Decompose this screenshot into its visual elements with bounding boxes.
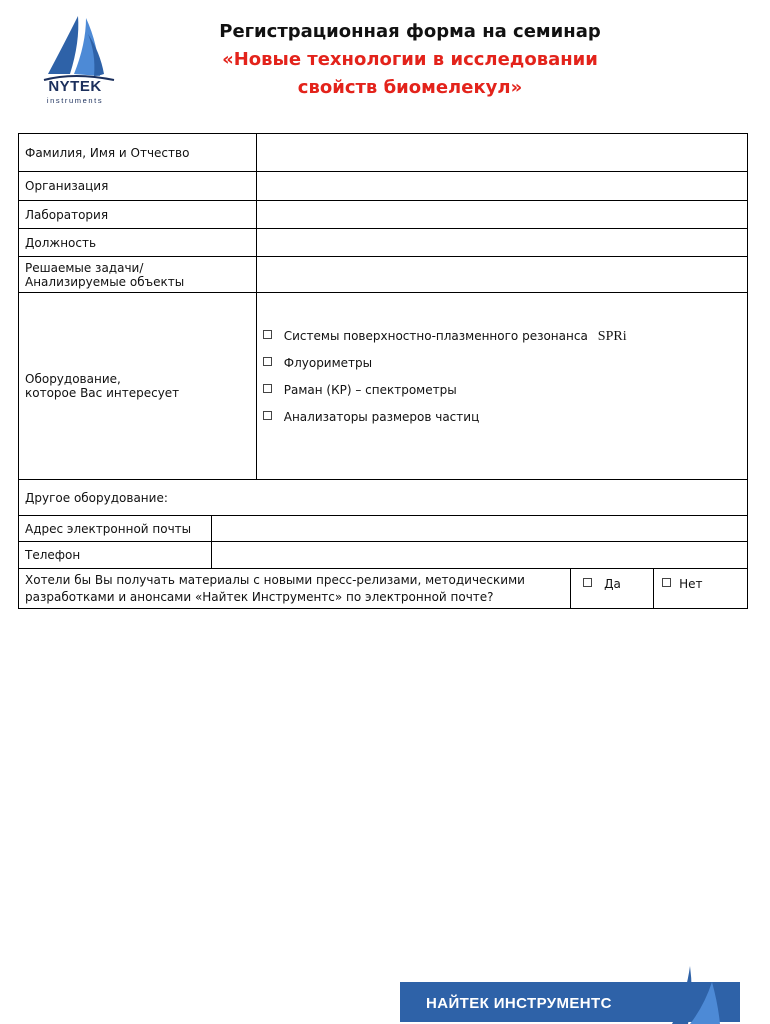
form-row-laboratory [19,201,748,229]
checkbox[interactable] [263,330,272,339]
tasks-label-line-1: Решаемые задачи/ [25,260,144,275]
tasks-input[interactable] [256,257,747,293]
footer-sail-icon [660,966,730,1024]
option-label: Анализаторы размеров частиц [283,410,480,424]
equipment-option-raman[interactable] [263,377,741,404]
position-input[interactable] [256,229,747,257]
organization-label: Организация [19,172,257,201]
form-row-equipment [19,293,748,480]
yes-label: Да [604,577,621,591]
phone-input[interactable] [211,542,747,569]
laboratory-label: Лаборатория [19,201,257,229]
form-row-fio [19,134,748,172]
email-input[interactable] [211,516,747,542]
email-label: Адрес электронной почты [19,516,212,542]
newsletter-question: Хотели бы Вы получать материалы с новыми пресс-релизами, методическими разработками и анонсами «Найтек Инструментс» по электронной почте? [19,569,571,609]
phone-label: Телефон [19,542,212,569]
equipment-label [19,293,257,480]
form-row-tasks [19,257,748,293]
option-label: Раман (КР) – спектрометры [283,383,457,397]
equipment-option-spr[interactable] [263,323,741,350]
fio-input[interactable] [256,134,747,172]
equipment-label-line-1: Оборудование, [25,372,121,386]
title-line-1: Регистрационная форма на семинар [219,21,601,42]
registration-form-table [18,133,748,609]
fio-label: Фамилия, Имя и Отчество [19,134,257,172]
logo-name: NYTEK [48,78,102,95]
equipment-option-particle-size[interactable] [263,404,741,431]
checkbox[interactable] [662,578,671,587]
form-row-email [19,516,748,542]
checkbox[interactable] [263,357,272,366]
form-row-position [19,229,748,257]
newsletter-no-option[interactable] [654,569,748,609]
organization-input[interactable] [256,172,747,201]
equipment-label-line-2: которое Вас интересует [25,386,180,400]
checkbox[interactable] [263,411,272,420]
laboratory-input[interactable] [256,201,747,229]
option-label: Флуориметры [283,356,373,370]
form-row-phone [19,542,748,569]
newsletter-yes-option[interactable] [571,569,654,609]
other-equipment-label: Другое оборудование: [25,490,168,505]
checkbox[interactable] [583,578,592,587]
tasks-label [19,257,257,293]
equipment-options [256,293,747,480]
form-row-organization [19,172,748,201]
footer-banner [0,966,770,1024]
logo-subtitle: instruments [46,96,104,105]
title-line-2: «Новые технологии в исследовании [222,49,598,70]
position-label: Должность [19,229,257,257]
no-label: Нет [679,577,703,591]
option-label: Системы поверхностно-плазменного резонанса [283,329,588,343]
other-equipment-field[interactable] [19,480,748,516]
option-suffix: SPRi [597,329,627,344]
title-line-3: свойств биомелекул» [297,77,523,98]
checkbox[interactable] [263,384,272,393]
equipment-option-fluorimeters[interactable] [263,350,741,377]
tasks-label-line-2: Анализируемые объекты [25,274,185,289]
page-title [150,18,670,102]
footer-brand: НАЙТЕК ИНСТРУМЕНТС [426,995,612,1012]
form-row-other-equipment [19,480,748,516]
form-row-newsletter [19,569,748,609]
